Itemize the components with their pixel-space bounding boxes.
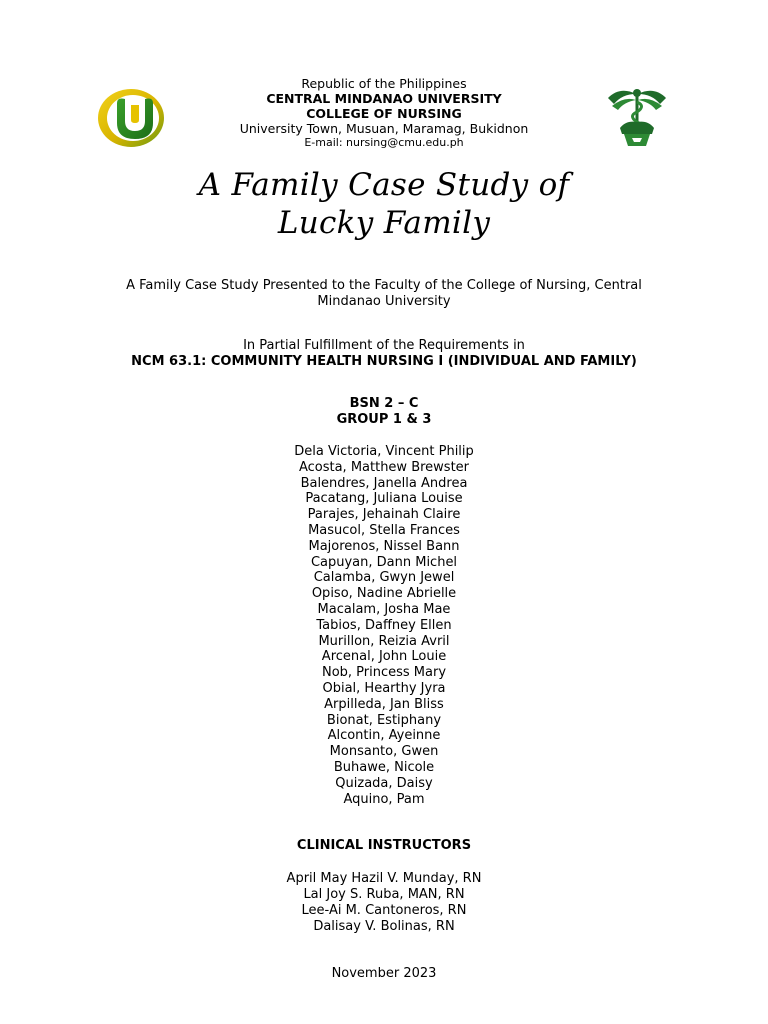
- presented-line-2: Mindanao University: [317, 294, 451, 309]
- member-name: Masucol, Stella Frances: [308, 522, 460, 538]
- member-name: Tabios, Daffney Ellen: [316, 617, 452, 633]
- instructor-name: Lal Joy S. Ruba, MAN, RN: [303, 887, 465, 902]
- member-name: Obial, Hearthy Jyra: [322, 680, 446, 696]
- member-name: Aquino, Pam: [343, 791, 425, 807]
- member-name: Nob, Princess Mary: [321, 665, 447, 681]
- member-name: Monsanto, Gwen: [329, 744, 439, 760]
- course-title: NCM 63.1: COMMUNITY HEALTH NURSING I (INDIVIDUAL AND FAMILY): [131, 354, 637, 369]
- instructors-heading: CLINICAL INSTRUCTORS: [296, 838, 472, 853]
- instructor-list: [0, 871, 768, 935]
- republic-line: Republic of the Philippines: [301, 76, 467, 91]
- bsn-section: BSN 2 – C: [349, 396, 419, 411]
- member-name: Acosta, Matthew Brewster: [298, 459, 470, 475]
- member-name: Pacatang, Juliana Louise: [305, 491, 463, 507]
- fulfillment-line: In Partial Fulfillment of the Requirements in: [243, 338, 525, 353]
- member-name: Parajes, Jehainah Claire: [307, 507, 461, 523]
- member-name: Dela Victoria, Vincent Philip: [294, 444, 474, 459]
- address-line: University Town, Musuan, Maramag, Bukidnon: [239, 121, 529, 136]
- member-name: Capuyan, Dann Michel: [310, 554, 458, 570]
- instructor-name: Dalisay V. Bolinas, RN: [313, 919, 455, 934]
- title-line-2: Lucky Family: [277, 205, 491, 241]
- section-info: [0, 396, 768, 428]
- university-header: [0, 76, 768, 150]
- member-name: Opiso, Nadine Abrielle: [311, 586, 457, 602]
- group-label: GROUP 1 & 3: [336, 412, 432, 427]
- member-name: Quizada, Daisy: [335, 775, 433, 791]
- member-name: Alcontin, Ayeinne: [327, 728, 441, 744]
- fulfillment-statement: [0, 338, 768, 370]
- member-name: Majorenos, Nissel Bann: [308, 538, 460, 554]
- presented-line-1: A Family Case Study Presented to the Faculty of the College of Nursing, Central: [126, 278, 642, 293]
- college-name: COLLEGE OF NURSING: [306, 106, 462, 121]
- presented-statement: [0, 278, 768, 310]
- member-name: Murillon, Reizia Avril: [318, 633, 450, 649]
- member-name: Calamba, Gwyn Jewel: [313, 570, 455, 586]
- member-name: Bionat, Estiphany: [326, 712, 442, 728]
- member-name: Buhawe, Nicole: [333, 759, 435, 775]
- university-name: CENTRAL MINDANAO UNIVERSITY: [266, 91, 502, 106]
- document-title: [0, 166, 768, 242]
- instructor-name: Lee-Ai M. Cantoneros, RN: [301, 903, 467, 918]
- member-name: Arpilleda, Jan Bliss: [324, 696, 444, 712]
- instructor-name: April May Hazil V. Munday, RN: [286, 871, 482, 886]
- document-date: November 2023: [331, 966, 437, 981]
- member-name: Balendres, Janella Andrea: [300, 475, 468, 491]
- title-line-1: A Family Case Study of: [198, 167, 570, 203]
- member-name: Macalam, Josha Mae: [317, 601, 451, 617]
- email-line: E-mail: nursing@cmu.edu.ph: [304, 136, 464, 149]
- member-list: [0, 444, 768, 807]
- member-name: Arcenal, John Louie: [321, 649, 447, 665]
